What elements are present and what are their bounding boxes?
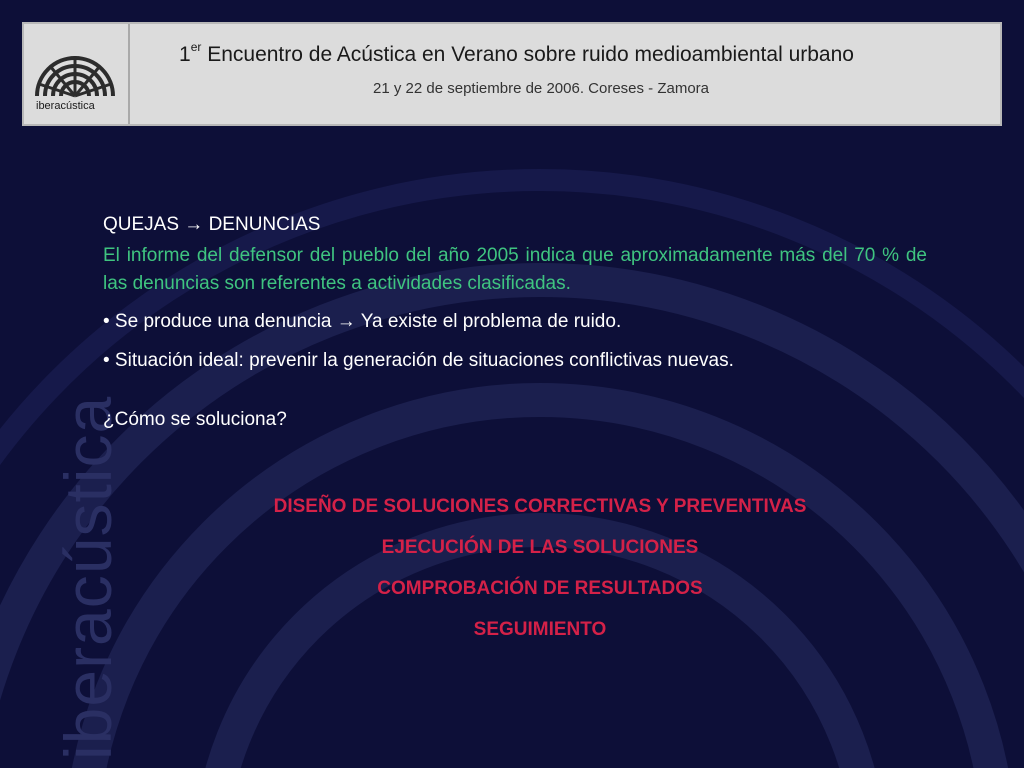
logo-arcs-icon bbox=[35, 36, 115, 98]
question-line: ¿Cómo se soluciona? bbox=[103, 409, 287, 430]
quejas-heading: QUEJAS → DENUNCIAS bbox=[103, 214, 321, 235]
steps-list bbox=[103, 486, 977, 650]
step-item: DISEÑO DE SOLUCIONES CORRECTIVAS Y PREVENTIVAS bbox=[273, 496, 807, 517]
slide-header bbox=[22, 22, 1002, 126]
title-prefix: 1 bbox=[179, 43, 191, 66]
bullet-denuncia: • Se produce una denuncia → Ya existe el problema de ruido. bbox=[103, 311, 622, 332]
event-date-location: 21 y 22 de septiembre de 2006. Coreses - Zamora bbox=[373, 80, 710, 97]
step-item: COMPROBACIÓN DE RESULTADOS bbox=[377, 578, 703, 599]
iberacustica-logo bbox=[24, 24, 130, 124]
slide-content bbox=[103, 213, 927, 431]
informe-paragraph: El informe del defensor del pueblo del año 2005 indica que aproximadamente más del 70 % de las denuncias son referentes a actividades clasificadas. bbox=[103, 245, 927, 294]
side-watermark-text: iberacústica bbox=[51, 395, 125, 760]
bullet-situacion-ideal: • Situación ideal: prevenir la generación de situaciones conflictivas nuevas. bbox=[103, 350, 734, 371]
logo-wordmark: iberacústica bbox=[36, 100, 95, 112]
step-item: SEGUIMIENTO bbox=[473, 619, 607, 640]
title-rest: Encuentro de Acústica en Verano sobre ruido medioambiental urbano bbox=[207, 43, 854, 66]
title-superscript: er bbox=[190, 40, 202, 54]
step-item: EJECUCIÓN DE LAS SOLUCIONES bbox=[381, 537, 699, 558]
event-title bbox=[179, 42, 979, 67]
